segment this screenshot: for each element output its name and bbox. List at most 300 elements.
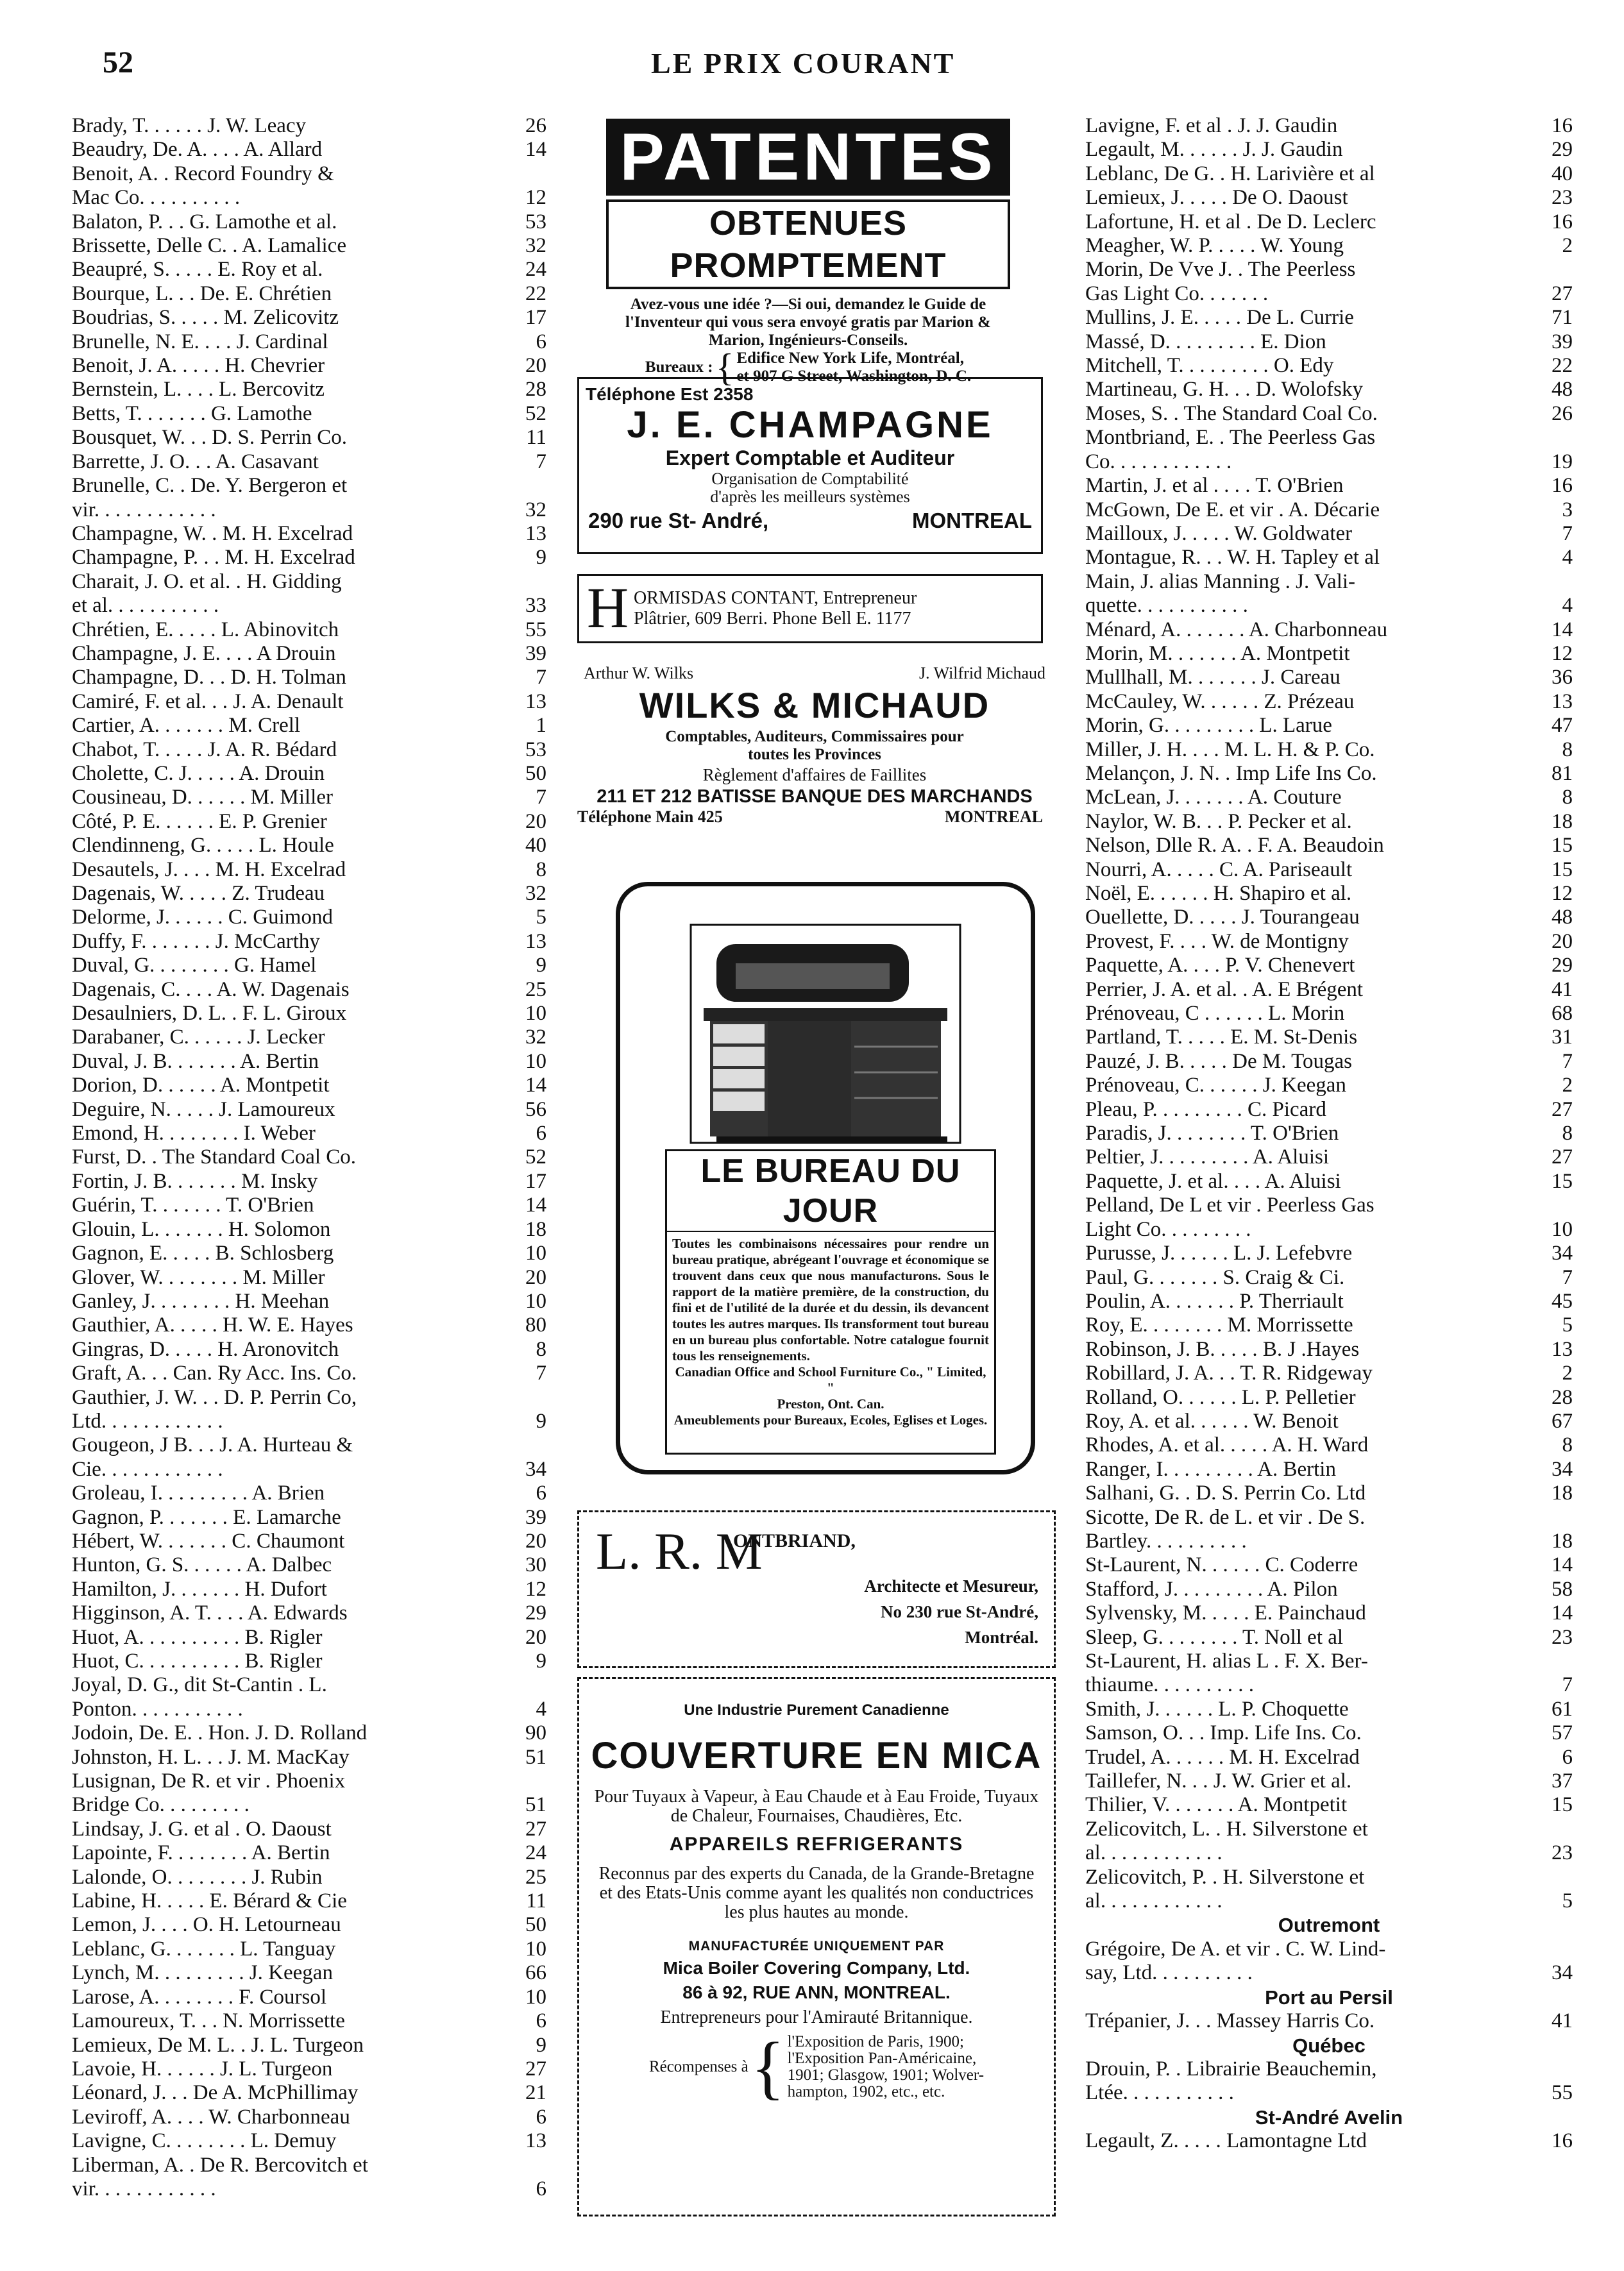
list-item — [1085, 738, 1573, 762]
entry-text: Mitchell, T. . . . . . . . . O. Edy — [1085, 354, 1334, 378]
list-item — [1085, 1338, 1573, 1362]
list-item — [1085, 186, 1573, 210]
entry-text: Labine, H. . . . . E. Bérard & Cie — [72, 1889, 347, 1913]
entry-number — [1534, 1650, 1573, 1673]
entry-number: 47 — [1552, 714, 1573, 738]
entry-text: Bridge Co. . . . . . . . . — [72, 1793, 250, 1817]
entry-text: McLean, J. . . . . . . A. Couture — [1085, 786, 1342, 809]
champagne-address: 290 rue St- André, — [588, 509, 769, 532]
champagne-org-2: d'après les meilleurs systèmes — [710, 487, 910, 506]
list-item — [72, 1410, 546, 1433]
list-item — [72, 1961, 546, 1985]
entry-text: Peltier, J. . . . . . . . . A. Aluisi — [1085, 1145, 1330, 1169]
list-item — [1085, 1889, 1573, 1913]
entry-text: Purusse, J. . . . . . L. J. Lefebvre — [1085, 1242, 1353, 1265]
entry-number: 36 — [1552, 666, 1573, 689]
entry-text: Chrétien, E. . . . . L. Abinovitch — [72, 618, 339, 641]
entry-text: Pelland, De L et vir . Peerless Gas — [1085, 1194, 1374, 1217]
entry-number: 34 — [1552, 1961, 1573, 1985]
entry-number: 80 — [525, 1313, 546, 1337]
list-item — [1085, 1410, 1573, 1433]
entry-number: 5 — [536, 906, 546, 929]
list-item — [1085, 642, 1573, 666]
mica-recognized: Reconnus par des experts du Canada, de la Grande-Bretagne et des Etats-Unis comme ayant les qualités non conductrices les plus hautes au monde. — [598, 1864, 1035, 1922]
entry-number: 41 — [1552, 977, 1573, 1001]
list-item — [72, 1530, 546, 1553]
entry-text: Gagnon, P. . . . . . . E. Lamarche — [72, 1505, 341, 1529]
list-item — [72, 594, 546, 618]
entry-number: 81 — [1552, 761, 1573, 785]
list-item — [72, 2034, 546, 2057]
entry-number: 27 — [525, 2057, 546, 2081]
hormisdas-line-1: ORMISDAS CONTANT, Entrepreneur — [634, 588, 917, 608]
list-item — [72, 474, 546, 498]
entry-number: 19 — [1552, 450, 1573, 473]
entry-number: 53 — [525, 738, 546, 761]
entry-number: 29 — [1552, 954, 1573, 977]
list-item — [72, 1242, 546, 1265]
entry-number — [508, 1386, 546, 1410]
entry-number: 30 — [525, 1553, 546, 1577]
list-item — [72, 522, 546, 546]
entry-number: 13 — [525, 521, 546, 545]
entry-number: 6 — [536, 2009, 546, 2033]
entry-number: 55 — [525, 618, 546, 641]
entry-number: 12 — [1552, 882, 1573, 905]
list-item — [1085, 1721, 1573, 1745]
wilks-partners — [577, 664, 1052, 683]
entry-text: Higginson, A. T. . . . A. Edwards — [72, 1601, 348, 1625]
mica-subtitle: APPAREILS REFRIGERANTS — [669, 1834, 964, 1855]
list-item — [1085, 1122, 1573, 1145]
entry-number: 6 — [1562, 1745, 1573, 1769]
entry-number: 29 — [1552, 138, 1573, 162]
entry-number: 20 — [525, 354, 546, 378]
entry-text: Gingras, D. . . . . H. Aronovitch — [72, 1337, 339, 1361]
entry-text: Bartley. . . . . . . . . . — [1085, 1529, 1247, 1553]
list-item — [72, 1362, 546, 1385]
entry-number: 68 — [1552, 1002, 1573, 1026]
entry-text: Pleau, P. . . . . . . . . C. Picard — [1085, 1097, 1326, 1121]
entry-text: Glouin, L. . . . . . . H. Solomon — [72, 1217, 331, 1241]
list-item — [72, 258, 546, 282]
list-item — [1085, 1698, 1573, 1721]
list-item — [1085, 978, 1573, 1002]
wilks-desc-2: toutes les Provinces — [748, 746, 881, 763]
entry-number: 9 — [536, 546, 546, 570]
entry-number: 40 — [525, 834, 546, 857]
entry-number: 34 — [1552, 1242, 1573, 1265]
list-item — [1085, 1362, 1573, 1385]
entry-text: Co. . . . . . . . . . . . — [1085, 450, 1232, 473]
wilks-address: 211 ET 212 BATISSE BANQUE DES MARCHANDS — [596, 786, 1033, 807]
entry-text: Liberman, A. . De R. Bercovitch et — [72, 2153, 368, 2177]
entry-text: Samson, O. . . Imp. Life Ins. Co. — [1085, 1721, 1362, 1745]
list-item — [72, 666, 546, 689]
list-item — [72, 1218, 546, 1242]
entry-text: Jodoin, De. E. . Hon. J. D. Rolland — [72, 1721, 368, 1745]
entry-text: Huot, C. . . . . . . . . . B. Rigler — [72, 1650, 323, 1673]
patentes-bureaux-label: Bureaux : — [645, 359, 713, 376]
list-item — [1085, 906, 1573, 929]
entry-text: Beaupré, S. . . . . E. Roy et al. — [72, 258, 323, 282]
entry-text: Ganley, J. . . . . . . . H. Meehan — [72, 1289, 330, 1313]
list-item — [1085, 522, 1573, 546]
entry-text: Côté, P. E. . . . . . E. P. Grenier — [72, 809, 327, 833]
list-item — [72, 978, 546, 1002]
entry-text: Paquette, A. . . . P. V. Chenevert — [1085, 954, 1355, 977]
entry-text: Nelson, Dlle R. A. . F. A. Beaudoin — [1085, 834, 1384, 857]
entry-number: 25 — [525, 1865, 546, 1889]
list-item — [72, 1578, 546, 1601]
entry-number: 8 — [536, 857, 546, 881]
entry-number: 18 — [1552, 809, 1573, 833]
entry-text: Martin, J. et al . . . . T. O'Brien — [1085, 474, 1344, 498]
list-item — [72, 1650, 546, 1673]
entry-number: 90 — [525, 1721, 546, 1745]
list-item — [72, 546, 546, 570]
list-item — [1085, 1746, 1573, 1769]
hormisdas-initial: H — [587, 577, 629, 640]
entry-number: 2 — [1562, 234, 1573, 258]
entry-text: Lusignan, De R. et vir . Phoenix — [72, 1769, 346, 1793]
entry-number: 20 — [525, 809, 546, 833]
entry-number: 13 — [1552, 689, 1573, 713]
list-item — [72, 2081, 546, 2105]
entry-number — [1534, 426, 1573, 450]
entry-text: Pauzé, J. B. . . . . De M. Tougas — [1085, 1049, 1352, 1073]
entry-text: Roy, E. . . . . . . . M. Morrissette — [1085, 1313, 1353, 1337]
entry-number: 12 — [1552, 641, 1573, 665]
list-item — [1085, 1313, 1573, 1337]
entry-text: Brissette, Delle C. . A. Lamalice — [72, 234, 346, 258]
list-item — [1085, 1673, 1573, 1697]
list-item — [72, 498, 546, 522]
list-item — [1085, 282, 1573, 306]
entry-text: Joyal, D. G., dit St-Cantin . L. — [72, 1673, 327, 1697]
entry-number: 14 — [1552, 1553, 1573, 1577]
entry-text: Ouellette, D. . . . . J. Tourangeau — [1085, 906, 1360, 929]
entry-number: 53 — [525, 210, 546, 233]
list-item — [1085, 1458, 1573, 1482]
list-item — [72, 738, 546, 762]
entry-text: Paquette, J. et al. . . . A. Aluisi — [1085, 1169, 1341, 1193]
entry-number: 9 — [536, 954, 546, 977]
list-item — [72, 1026, 546, 1049]
list-item — [1085, 1626, 1573, 1650]
entry-number: 32 — [525, 234, 546, 258]
list-item — [1085, 498, 1573, 522]
montbriand-ad — [577, 1510, 1056, 1668]
entry-text: Duval, G. . . . . . . . G. Hamel — [72, 954, 317, 977]
entry-text: Furst, D. . The Standard Coal Co. — [72, 1145, 357, 1169]
entry-number: 9 — [536, 1650, 546, 1673]
list-item — [1085, 2057, 1573, 2081]
entry-text: Lavigne, F. et al . J. J. Gaudin — [1085, 114, 1338, 137]
entry-text: Champagne, W. . M. H. Excelrad — [72, 521, 353, 545]
entry-number: 14 — [1552, 618, 1573, 641]
entry-text: Duffy, F. . . . . . . J. McCarthy — [72, 929, 320, 953]
list-item — [72, 1098, 546, 1122]
list-item — [72, 2154, 546, 2177]
list-item — [72, 1746, 546, 1769]
bureau-du-jour-ad — [616, 882, 1035, 1474]
entry-number: 13 — [525, 929, 546, 953]
entry-number: 7 — [1562, 1265, 1573, 1289]
entry-text: Morin, M. . . . . . . A. Montpetit — [1085, 641, 1350, 665]
list-item — [72, 1866, 546, 1889]
list-item — [1085, 762, 1573, 786]
entry-number: 12 — [525, 186, 546, 210]
entry-text: Desaulniers, D. L. . F. L. Giroux — [72, 1002, 347, 1026]
hormisdas-text — [634, 588, 917, 629]
entry-text: Lalonde, O. . . . . . . . J. Rubin — [72, 1865, 323, 1889]
entry-number: 20 — [1552, 929, 1573, 953]
entry-text: Poulin, A. . . . . . . P. Therriault — [1085, 1289, 1344, 1313]
entry-text: Perrier, J. A. et al. . A. E Brégent — [1085, 977, 1364, 1001]
entry-text: al. . . . . . . . . . . . — [1085, 1841, 1222, 1865]
list-item — [1085, 1098, 1573, 1122]
mica-reward-1: l'Exposition de Paris, 1900; — [787, 2033, 964, 2050]
wilks-name: WILKS & MICHAUD — [639, 685, 990, 725]
list-item — [1085, 306, 1573, 330]
entry-number: 52 — [525, 1145, 546, 1169]
montbriand-line-2: No 230 rue St-André, — [881, 1602, 1038, 1621]
entry-text: Lemieux, De M. L. . J. L. Turgeon — [72, 2033, 364, 2057]
entry-text: Cartier, A. . . . . . . M. Crell — [72, 714, 301, 738]
list-item — [1085, 786, 1573, 809]
entry-number: 6 — [536, 2105, 546, 2129]
entry-number: 23 — [1552, 186, 1573, 210]
mica-company: Mica Boiler Covering Company, Ltd. — [663, 1958, 970, 1978]
bureau-text-box — [665, 1149, 996, 1455]
entry-number: 50 — [525, 1913, 546, 1937]
list-item — [1085, 1194, 1573, 1217]
mica-top: Une Industrie Purement Canadienne — [684, 1701, 949, 1719]
bureau-company: Canadian Office and School Furniture Co., " Limited, " — [675, 1364, 986, 1396]
entry-number: 14 — [525, 1074, 546, 1097]
entry-text: Beaudry, De. A. . . . A. Allard — [72, 138, 323, 162]
list-item — [72, 1050, 546, 1074]
page-number: 52 — [103, 46, 133, 80]
entry-number — [508, 474, 546, 498]
montbriand-line-1: Architecte et Mesureur, — [864, 1576, 1038, 1596]
entry-number: 11 — [526, 1889, 546, 1913]
entry-text: Meagher, W. P. . . . . W. Young — [1085, 234, 1344, 258]
entry-text: Sylvensky, M. . . . . E. Painchaud — [1085, 1601, 1366, 1625]
list-item — [72, 2177, 546, 2201]
list-item — [72, 1194, 546, 1217]
entry-number: 34 — [525, 1457, 546, 1481]
list-item — [72, 1170, 546, 1194]
list-item — [1085, 1601, 1573, 1625]
list-item — [1085, 450, 1573, 474]
patentes-address-1: Edifice New York Life, Montréal, — [736, 350, 964, 367]
list-item — [1085, 426, 1573, 450]
entry-text: Gauthier, A. . . . . H. W. E. Hayes — [72, 1313, 353, 1337]
list-item — [72, 762, 546, 786]
list-item — [1085, 834, 1573, 857]
entry-number: 8 — [1562, 738, 1573, 761]
entry-text: Partland, T. . . . . E. M. St-Denis — [1085, 1026, 1358, 1049]
entry-number: 5 — [1562, 1889, 1573, 1913]
entry-number: 22 — [1552, 354, 1573, 378]
list-item — [1085, 1578, 1573, 1601]
list-item — [72, 1938, 546, 1961]
entry-number: 51 — [525, 1793, 546, 1817]
brace-glyph: { — [715, 346, 734, 389]
entry-number: 55 — [1552, 2081, 1573, 2105]
entry-number: 6 — [536, 1122, 546, 1145]
entry-number: 17 — [525, 1169, 546, 1193]
entry-number: 37 — [1552, 1769, 1573, 1793]
entry-number: 39 — [525, 641, 546, 665]
right-column — [1085, 114, 1573, 2154]
entry-text: thiaume. . . . . . . . . . — [1085, 1673, 1255, 1697]
entry-number: 2 — [1562, 1362, 1573, 1385]
brace-glyph: { — [750, 2028, 785, 2106]
entry-text: Fortin, J. B. . . . . . . M. Insky — [72, 1169, 318, 1193]
mica-reward-4: hampton, 1902, etc., etc. — [787, 2083, 945, 2100]
entry-text: Bousquet, W. . . D. S. Perrin Co. — [72, 426, 348, 450]
entry-text: Delorme, J. . . . . . C. Guimond — [72, 906, 333, 929]
entry-number: 32 — [525, 498, 546, 521]
entry-number: 6 — [536, 330, 546, 353]
entry-text: Paul, G. . . . . . . S. Craig & Ci. — [1085, 1265, 1345, 1289]
list-item — [1085, 882, 1573, 906]
page-title: LE PRIX COURANT — [651, 47, 956, 80]
entry-text: Light Co. . . . . . . . . — [1085, 1217, 1251, 1241]
montbriand-line-3: Montréal. — [965, 1628, 1038, 1647]
entry-number: 15 — [1552, 1169, 1573, 1193]
entry-text: Desautels, J. . . . M. H. Excelrad — [72, 857, 346, 881]
entry-number: 11 — [526, 426, 546, 450]
section-heading: Québec — [1292, 2034, 1366, 2057]
wilks-city: MONTREAL — [944, 807, 1043, 826]
entry-text: Huot, A. . . . . . . . . . B. Rigler — [72, 1625, 323, 1649]
entry-number — [1534, 1818, 1573, 1841]
list-item — [72, 1386, 546, 1410]
list-item — [1085, 858, 1573, 882]
entry-number: 4 — [1562, 594, 1573, 618]
list-item — [1085, 1242, 1573, 1265]
entry-text: St-Laurent, N. . . . . . C. Coderre — [1085, 1553, 1358, 1577]
list-item — [72, 1338, 546, 1362]
entry-number: 14 — [525, 1194, 546, 1217]
entry-number: 34 — [1552, 1457, 1573, 1481]
list-item — [1085, 1145, 1573, 1169]
entry-number: 28 — [1552, 1385, 1573, 1409]
list-item — [72, 1986, 546, 2009]
entry-number: 7 — [536, 450, 546, 473]
list-item — [1085, 1433, 1573, 1457]
entry-text: al. . . . . . . . . . . . — [1085, 1889, 1222, 1913]
entry-number — [508, 1433, 546, 1457]
list-item — [1085, 666, 1573, 689]
entry-number: 50 — [525, 761, 546, 785]
entry-number: 7 — [1562, 1049, 1573, 1073]
list-item — [72, 2057, 546, 2081]
hormisdas-ad — [577, 574, 1043, 643]
list-item — [72, 1841, 546, 1865]
list-item — [1085, 1866, 1573, 1889]
list-item — [72, 1721, 546, 1745]
entry-text: Zelicovitch, P. . H. Silverstone et — [1085, 1865, 1365, 1889]
wilks-reglement: Règlement d'affaires de Faillites — [702, 765, 927, 784]
entry-text: Stafford, J. . . . . . . . . A. Pilon — [1085, 1577, 1338, 1601]
entry-text: Gougeon, J B. . . J. A. Hurteau & — [72, 1433, 353, 1457]
list-item — [72, 2009, 546, 2033]
patentes-body: Avez-vous une idée ?—Si oui, demandez le Guide de l'Inventeur qui vous sera envoyé gratis par Marion & Marion, Ingénieurs-Conseils. — [625, 296, 991, 349]
entry-number: 8 — [1562, 1433, 1573, 1457]
entry-text: Ménard, A. . . . . . . A. Charbonneau — [1085, 618, 1388, 641]
entry-number: 16 — [1552, 114, 1573, 137]
list-item — [1085, 618, 1573, 642]
entry-text: quette. . . . . . . . . . . — [1085, 594, 1248, 618]
bureau-city: Preston, Ont. Can. — [777, 1396, 884, 1412]
entry-number — [508, 1769, 546, 1793]
entry-text: Champagne, D. . . D. H. Tolman — [72, 666, 346, 689]
entry-text: Provest, F. . . . W. de Montigny — [1085, 929, 1349, 953]
entry-text: Boudrias, S. . . . . M. Zelicovitz — [72, 306, 339, 330]
entry-number: 8 — [1562, 786, 1573, 809]
entry-text: Groleau, I. . . . . . . . . A. Brien — [72, 1482, 325, 1505]
entry-text: Dagenais, W. . . . . Z. Trudeau — [72, 882, 325, 905]
entry-text: Trudel, A. . . . . . M. H. Excelrad — [1085, 1745, 1360, 1769]
list-item — [1085, 330, 1573, 354]
entry-text: Graft, A. . . Can. Ry Acc. Ins. Co. — [72, 1362, 357, 1385]
entry-number: 4 — [1562, 546, 1573, 570]
entry-number: 15 — [1552, 857, 1573, 881]
entry-text: Melançon, J. N. . Imp Life Ins Co. — [1085, 761, 1377, 785]
entry-text: Prénoveau, C. . . . . . J. Keegan — [1085, 1074, 1346, 1097]
entry-number — [508, 2154, 546, 2177]
left-column — [72, 114, 546, 2201]
entry-text: Dorion, D. . . . . . A. Montpetit — [72, 1074, 330, 1097]
wilks-ad — [577, 664, 1052, 827]
entry-text: Taillefer, N. . . J. W. Grier et al. — [1085, 1769, 1352, 1793]
entry-number: 31 — [1552, 1026, 1573, 1049]
entry-number — [1534, 258, 1573, 282]
list-item — [1085, 1938, 1573, 1961]
entry-text: Martineau, G. H. . . D. Wolofsky — [1085, 378, 1364, 401]
entry-number: 10 — [525, 1242, 546, 1265]
entry-text: Ponton. . . . . . . . . . . — [72, 1697, 243, 1721]
list-item — [72, 882, 546, 906]
entry-number: 8 — [1562, 1122, 1573, 1145]
entry-number: 7 — [536, 1362, 546, 1385]
list-item — [1085, 234, 1573, 258]
entry-number: 29 — [525, 1601, 546, 1625]
entry-text: Brady, T. . . . . . J. W. Leacy — [72, 114, 307, 137]
entry-number: 7 — [536, 786, 546, 809]
entry-text: Gas Light Co. . . . . . . — [1085, 282, 1269, 305]
mica-ad — [577, 1677, 1056, 2216]
list-item — [1085, 2009, 1573, 2033]
entry-number: 15 — [1552, 1793, 1573, 1817]
entry-number — [1534, 1938, 1573, 1961]
list-item — [72, 618, 546, 642]
entry-number: 52 — [525, 401, 546, 425]
list-item — [72, 354, 546, 378]
entry-text: Bourque, L. . . De. E. Chrétien — [72, 282, 332, 305]
entry-text: Nourri, A. . . . . C. A. Pariseault — [1085, 857, 1353, 881]
entry-text: Hamilton, J. . . . . . . H. Dufort — [72, 1577, 327, 1601]
wilks-partner-1: Arthur W. Wilks — [584, 664, 694, 682]
list-item — [1085, 258, 1573, 282]
entry-number: 18 — [1552, 1482, 1573, 1505]
entry-text: Grégoire, De A. et vir . C. W. Lind- — [1085, 1937, 1386, 1961]
